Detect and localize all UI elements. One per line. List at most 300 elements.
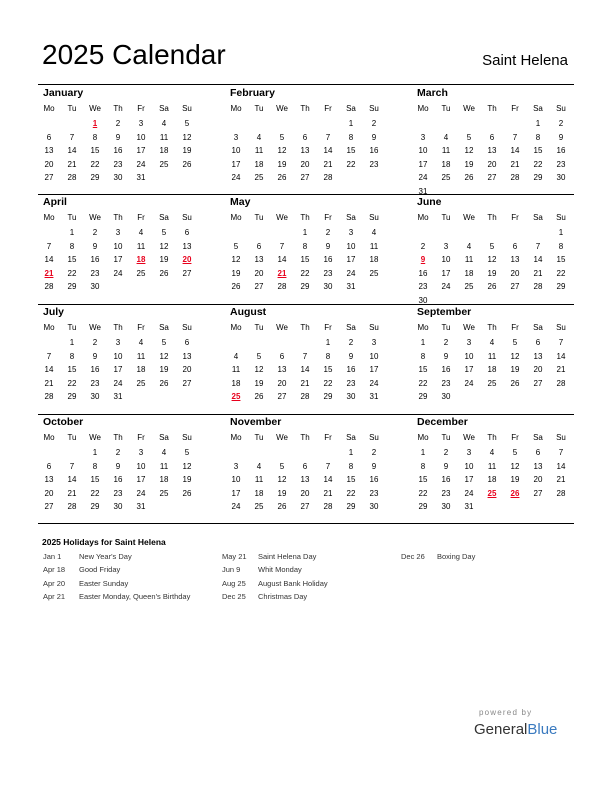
weekday-header: Su — [556, 213, 566, 222]
holiday-day: 1 — [92, 119, 98, 128]
day-cell: 25 — [136, 268, 146, 278]
day-cell: 1 — [69, 338, 75, 347]
day-cell: 8 — [302, 241, 308, 251]
weekday-header: Su — [556, 104, 566, 113]
day-cell: 23 — [441, 488, 451, 498]
weekday-header: Sa — [533, 433, 543, 442]
day-cell: 9 — [115, 461, 121, 471]
day-cell: 21 — [323, 159, 333, 169]
day-cell: 2 — [348, 338, 354, 347]
weekday-header: Fr — [324, 104, 332, 113]
weekday-header: Fr — [511, 433, 519, 442]
day-cell: 14 — [323, 146, 333, 155]
day-cell: 3 — [138, 119, 144, 128]
day-cell: 5 — [161, 338, 167, 347]
day-cell: 30 — [113, 173, 123, 182]
day-cell: 30 — [90, 282, 100, 291]
day-cell: 24 — [231, 502, 241, 511]
day-cell: 26 — [182, 159, 192, 169]
day-cell: 1 — [420, 448, 426, 457]
day-cell: 1 — [69, 228, 75, 237]
weekday-header: Tu — [441, 433, 451, 442]
day-cell: 6 — [46, 461, 52, 471]
weekday-header: Fr — [137, 213, 145, 222]
weekday-header: We — [463, 104, 475, 113]
weekday-header: Mo — [43, 323, 55, 332]
day-cell: 21 — [556, 475, 566, 484]
day-cell: 8 — [92, 461, 98, 471]
day-cell: 31 — [346, 282, 356, 291]
day-cell: 15 — [67, 255, 77, 264]
day-cell: 22 — [533, 159, 543, 169]
day-cell: 15 — [418, 365, 428, 374]
day-cell: 24 — [369, 378, 379, 388]
day-cell: 5 — [512, 448, 518, 457]
weekday-header: Mo — [230, 323, 242, 332]
day-cell: 18 — [231, 378, 241, 388]
day-cell: 1 — [348, 119, 354, 128]
holiday-date: Apr 18 — [43, 565, 66, 575]
holiday-date: Dec 25 — [222, 591, 246, 601]
day-cell: 13 — [44, 475, 54, 484]
day-cell: 20 — [300, 159, 310, 169]
day-cell: 28 — [67, 173, 77, 182]
day-cell: 3 — [233, 461, 239, 471]
day-cell: 20 — [44, 488, 54, 498]
brand-general: General — [474, 721, 528, 738]
day-cell: 12 — [277, 475, 287, 484]
day-cell: 9 — [558, 132, 564, 142]
day-cell: 30 — [556, 173, 566, 182]
weekday-header: Th — [487, 433, 497, 442]
day-cell: 16 — [346, 365, 356, 374]
day-cell: 28 — [44, 392, 54, 401]
day-cell: 12 — [182, 461, 192, 471]
day-cell: 23 — [90, 268, 100, 278]
day-cell: 6 — [512, 241, 518, 251]
weekday-header: Th — [113, 104, 123, 113]
day-cell: 10 — [346, 241, 356, 251]
day-cell: 24 — [464, 488, 474, 498]
day-cell: 7 — [69, 461, 75, 471]
weekday-header: Su — [556, 433, 566, 442]
weekday-header: Th — [487, 323, 497, 332]
day-cell: 24 — [136, 488, 146, 498]
day-cell: 20 — [487, 159, 497, 169]
day-cell: 11 — [136, 351, 146, 361]
holiday-name: Good Friday — [79, 565, 121, 575]
day-cell: 4 — [443, 132, 449, 142]
day-cell: 9 — [443, 461, 449, 471]
day-cell: 18 — [159, 475, 169, 484]
day-cell: 6 — [279, 351, 285, 361]
day-cell: 1 — [348, 448, 354, 457]
day-cell: 19 — [510, 475, 520, 484]
day-cell: 3 — [115, 338, 121, 347]
day-cell: 8 — [558, 241, 564, 251]
day-cell: 21 — [44, 378, 54, 388]
day-cell: 9 — [92, 241, 98, 251]
holiday-name: Boxing Day — [437, 552, 476, 561]
day-cell: 1 — [420, 338, 426, 347]
day-cell: 15 — [418, 475, 428, 484]
day-cell: 27 — [254, 282, 264, 291]
day-cell: 11 — [369, 241, 379, 251]
day-cell: 8 — [420, 351, 426, 361]
day-cell: 26 — [254, 392, 264, 401]
day-cell: 16 — [418, 268, 428, 278]
day-cell: 4 — [161, 119, 167, 128]
day-cell: 29 — [556, 282, 566, 291]
holiday-name: Whit Monday — [258, 565, 302, 575]
day-cell: 12 — [231, 255, 241, 264]
weekday-header: We — [463, 213, 475, 222]
day-cell: 24 — [231, 173, 241, 182]
day-cell: 25 — [464, 282, 474, 291]
day-cell: 17 — [441, 268, 451, 278]
day-cell: 2 — [325, 228, 331, 237]
day-cell: 6 — [535, 338, 541, 347]
weekday-header: We — [89, 213, 101, 222]
day-cell: 18 — [159, 146, 169, 155]
day-cell: 30 — [90, 392, 100, 401]
weekday-header: Sa — [346, 213, 356, 222]
day-cell: 26 — [159, 268, 169, 278]
day-cell: 1 — [558, 228, 564, 237]
day-cell: 17 — [231, 488, 241, 498]
day-cell: 29 — [346, 502, 356, 511]
day-cell: 18 — [254, 159, 264, 169]
holiday-name: Easter Monday, Queen's Birthday — [79, 591, 191, 601]
day-cell: 4 — [256, 461, 262, 471]
weekday-header: Tu — [441, 104, 451, 113]
day-cell: 16 — [369, 475, 379, 484]
weekday-header: Sa — [346, 433, 356, 442]
day-cell: 25 — [159, 488, 169, 498]
day-cell: 31 — [136, 502, 146, 511]
month-name: February — [230, 87, 275, 99]
day-cell: 12 — [182, 132, 192, 142]
day-cell: 23 — [369, 488, 379, 498]
day-cell: 23 — [90, 378, 100, 388]
day-cell: 31 — [464, 502, 474, 511]
day-cell: 24 — [113, 378, 123, 388]
day-cell: 29 — [300, 282, 310, 291]
month-name: August — [230, 306, 267, 318]
day-cell: 22 — [556, 268, 566, 278]
month-name: May — [230, 196, 251, 208]
day-cell: 5 — [489, 241, 495, 251]
day-cell: 29 — [323, 392, 333, 401]
day-cell: 10 — [464, 461, 474, 471]
month-name: March — [417, 87, 448, 99]
divider — [38, 523, 574, 524]
day-cell: 6 — [256, 241, 262, 251]
day-cell: 13 — [277, 365, 287, 374]
holiday-day: 18 — [136, 255, 146, 264]
day-cell: 13 — [487, 146, 497, 155]
country-name: Saint Helena — [482, 52, 568, 69]
day-cell: 2 — [443, 338, 449, 347]
day-cell: 24 — [113, 268, 123, 278]
day-cell: 9 — [371, 132, 377, 142]
holiday-name: Christmas Day — [258, 591, 308, 601]
weekday-header: Fr — [511, 104, 519, 113]
day-cell: 26 — [159, 378, 169, 388]
day-cell: 14 — [323, 475, 333, 484]
day-cell: 22 — [90, 159, 100, 169]
day-cell: 30 — [346, 392, 356, 401]
day-cell: 4 — [233, 351, 239, 361]
day-cell: 1 — [535, 119, 541, 128]
day-cell: 12 — [159, 241, 169, 251]
day-cell: 20 — [182, 365, 192, 374]
weekday-header: Su — [182, 433, 192, 442]
weekday-header: Su — [182, 213, 192, 222]
weekday-header: Tu — [67, 213, 77, 222]
holiday-date: Jan 1 — [43, 552, 62, 561]
holiday-day: 21 — [277, 268, 287, 278]
day-cell: 30 — [418, 295, 428, 305]
weekday-header: Tu — [254, 213, 264, 222]
day-cell: 14 — [533, 255, 543, 264]
day-cell: 11 — [159, 132, 169, 142]
day-cell: 7 — [512, 132, 518, 142]
day-cell: 7 — [535, 241, 541, 251]
day-cell: 2 — [115, 119, 121, 128]
day-cell: 27 — [533, 488, 543, 498]
day-cell: 29 — [533, 173, 543, 182]
day-cell: 20 — [300, 488, 310, 498]
day-cell: 23 — [369, 159, 379, 169]
weekday-header: Mo — [230, 104, 242, 113]
day-cell: 16 — [90, 255, 100, 264]
weekday-header: Sa — [159, 104, 169, 113]
page-title: 2025 Calendar — [42, 39, 226, 70]
day-cell: 17 — [418, 159, 428, 169]
weekday-header: We — [463, 433, 475, 442]
day-cell: 2 — [420, 241, 426, 251]
day-cell: 25 — [136, 378, 146, 388]
day-cell: 20 — [44, 159, 54, 169]
day-cell: 18 — [464, 268, 474, 278]
day-cell: 18 — [487, 475, 497, 484]
day-cell: 15 — [346, 475, 356, 484]
weekday-header: We — [276, 104, 288, 113]
day-cell: 30 — [441, 502, 451, 511]
day-cell: 2 — [558, 119, 564, 128]
day-cell: 10 — [113, 351, 123, 361]
day-cell: 10 — [441, 255, 451, 264]
day-cell: 3 — [138, 448, 144, 457]
day-cell: 16 — [323, 255, 333, 264]
day-cell: 4 — [489, 338, 495, 347]
weekday-header: Mo — [417, 104, 429, 113]
day-cell: 31 — [113, 392, 123, 401]
weekday-header: Su — [182, 323, 192, 332]
day-cell: 7 — [46, 241, 52, 251]
day-cell: 2 — [92, 228, 98, 237]
day-cell: 11 — [231, 365, 241, 374]
day-cell: 19 — [182, 146, 192, 155]
day-cell: 10 — [136, 461, 146, 471]
day-cell: 13 — [44, 146, 54, 155]
weekday-header: Sa — [159, 433, 169, 442]
holiday-date: May 21 — [222, 552, 247, 561]
day-cell: 19 — [254, 378, 264, 388]
day-cell: 7 — [69, 132, 75, 142]
day-cell: 17 — [136, 146, 146, 155]
day-cell: 18 — [487, 365, 497, 374]
day-cell: 23 — [346, 378, 356, 388]
day-cell: 26 — [277, 173, 287, 182]
day-cell: 30 — [369, 502, 379, 511]
day-cell: 5 — [466, 132, 472, 142]
weekday-header: Th — [300, 433, 310, 442]
day-cell: 16 — [441, 365, 451, 374]
day-cell: 27 — [182, 268, 192, 278]
day-cell: 13 — [533, 351, 543, 361]
day-cell: 2 — [371, 448, 377, 457]
weekday-header: Fr — [511, 323, 519, 332]
day-cell: 5 — [184, 448, 190, 457]
weekday-header: Mo — [417, 323, 429, 332]
day-cell: 14 — [510, 146, 520, 155]
day-cell: 12 — [277, 146, 287, 155]
day-cell: 7 — [302, 351, 308, 361]
day-cell: 28 — [323, 173, 333, 182]
month-name: September — [417, 306, 472, 318]
day-cell: 22 — [67, 378, 77, 388]
day-cell: 21 — [510, 159, 520, 169]
day-cell: 15 — [300, 255, 310, 264]
day-cell: 11 — [136, 241, 146, 251]
day-cell: 8 — [348, 132, 354, 142]
weekday-header: Th — [487, 213, 497, 222]
day-cell: 21 — [533, 268, 543, 278]
day-cell: 29 — [90, 173, 100, 182]
day-cell: 4 — [138, 338, 144, 347]
day-cell: 19 — [277, 488, 287, 498]
day-cell: 9 — [443, 351, 449, 361]
day-cell: 23 — [556, 159, 566, 169]
day-cell: 14 — [556, 351, 566, 361]
day-cell: 20 — [533, 475, 543, 484]
day-cell: 20 — [510, 268, 520, 278]
day-cell: 24 — [346, 268, 356, 278]
day-cell: 7 — [325, 132, 331, 142]
day-cell: 12 — [159, 351, 169, 361]
day-cell: 23 — [113, 488, 123, 498]
day-cell: 3 — [466, 448, 472, 457]
day-cell: 19 — [277, 159, 287, 169]
holiday-date: Apr 20 — [43, 578, 66, 588]
day-cell: 14 — [300, 365, 310, 374]
day-cell: 20 — [277, 378, 287, 388]
day-cell: 5 — [184, 119, 190, 128]
day-cell: 28 — [556, 488, 566, 498]
day-cell: 16 — [113, 146, 123, 155]
divider — [38, 194, 574, 195]
weekday-header: Tu — [254, 433, 264, 442]
day-cell: 28 — [300, 392, 310, 401]
weekday-header: Th — [113, 213, 123, 222]
weekday-header: Fr — [137, 323, 145, 332]
holiday-day: 26 — [510, 488, 520, 498]
day-cell: 28 — [510, 173, 520, 182]
day-cell: 27 — [182, 378, 192, 388]
weekday-header: Sa — [533, 323, 543, 332]
day-cell: 26 — [182, 488, 192, 498]
day-cell: 26 — [510, 378, 520, 388]
day-cell: 19 — [159, 365, 169, 374]
day-cell: 31 — [369, 392, 379, 401]
holiday-date: Jun 9 — [222, 565, 241, 575]
day-cell: 10 — [231, 475, 241, 484]
day-cell: 19 — [182, 475, 192, 484]
weekday-header: Fr — [324, 213, 332, 222]
day-cell: 11 — [487, 351, 497, 361]
day-cell: 9 — [371, 461, 377, 471]
day-cell: 22 — [346, 159, 356, 169]
day-cell: 30 — [113, 502, 123, 511]
day-cell: 28 — [67, 502, 77, 511]
weekday-header: Th — [300, 213, 310, 222]
weekday-header: We — [89, 433, 101, 442]
day-cell: 23 — [418, 282, 428, 291]
day-cell: 4 — [371, 228, 377, 237]
day-cell: 31 — [418, 186, 428, 196]
day-cell: 25 — [254, 173, 264, 182]
day-cell: 13 — [254, 255, 264, 264]
day-cell: 27 — [487, 173, 497, 182]
day-cell: 17 — [113, 365, 123, 374]
day-cell: 3 — [443, 241, 449, 251]
weekday-header: Th — [487, 104, 497, 113]
day-cell: 6 — [302, 132, 308, 142]
month-name: December — [417, 416, 468, 428]
month-name: June — [417, 196, 442, 208]
day-cell: 24 — [464, 378, 474, 388]
day-cell: 28 — [533, 282, 543, 291]
day-cell: 7 — [279, 241, 285, 251]
day-cell: 2 — [115, 448, 121, 457]
day-cell: 31 — [136, 173, 146, 182]
day-cell: 15 — [67, 365, 77, 374]
day-cell: 27 — [44, 502, 54, 511]
weekday-header: Mo — [43, 104, 55, 113]
day-cell: 6 — [535, 448, 541, 457]
day-cell: 15 — [90, 475, 100, 484]
day-cell: 12 — [510, 461, 520, 471]
day-cell: 13 — [300, 475, 310, 484]
day-cell: 16 — [90, 365, 100, 374]
day-cell: 8 — [535, 132, 541, 142]
day-cell: 18 — [369, 255, 379, 264]
weekday-header: Th — [300, 323, 310, 332]
day-cell: 4 — [138, 228, 144, 237]
day-cell: 17 — [113, 255, 123, 264]
holiday-name: Saint Helena Day — [258, 552, 317, 561]
day-cell: 8 — [69, 241, 75, 251]
day-cell: 3 — [466, 338, 472, 347]
day-cell: 8 — [92, 132, 98, 142]
day-cell: 6 — [489, 132, 495, 142]
weekday-header: Sa — [346, 323, 356, 332]
day-cell: 14 — [277, 255, 287, 264]
holiday-day: 20 — [182, 255, 192, 264]
day-cell: 6 — [184, 338, 190, 347]
